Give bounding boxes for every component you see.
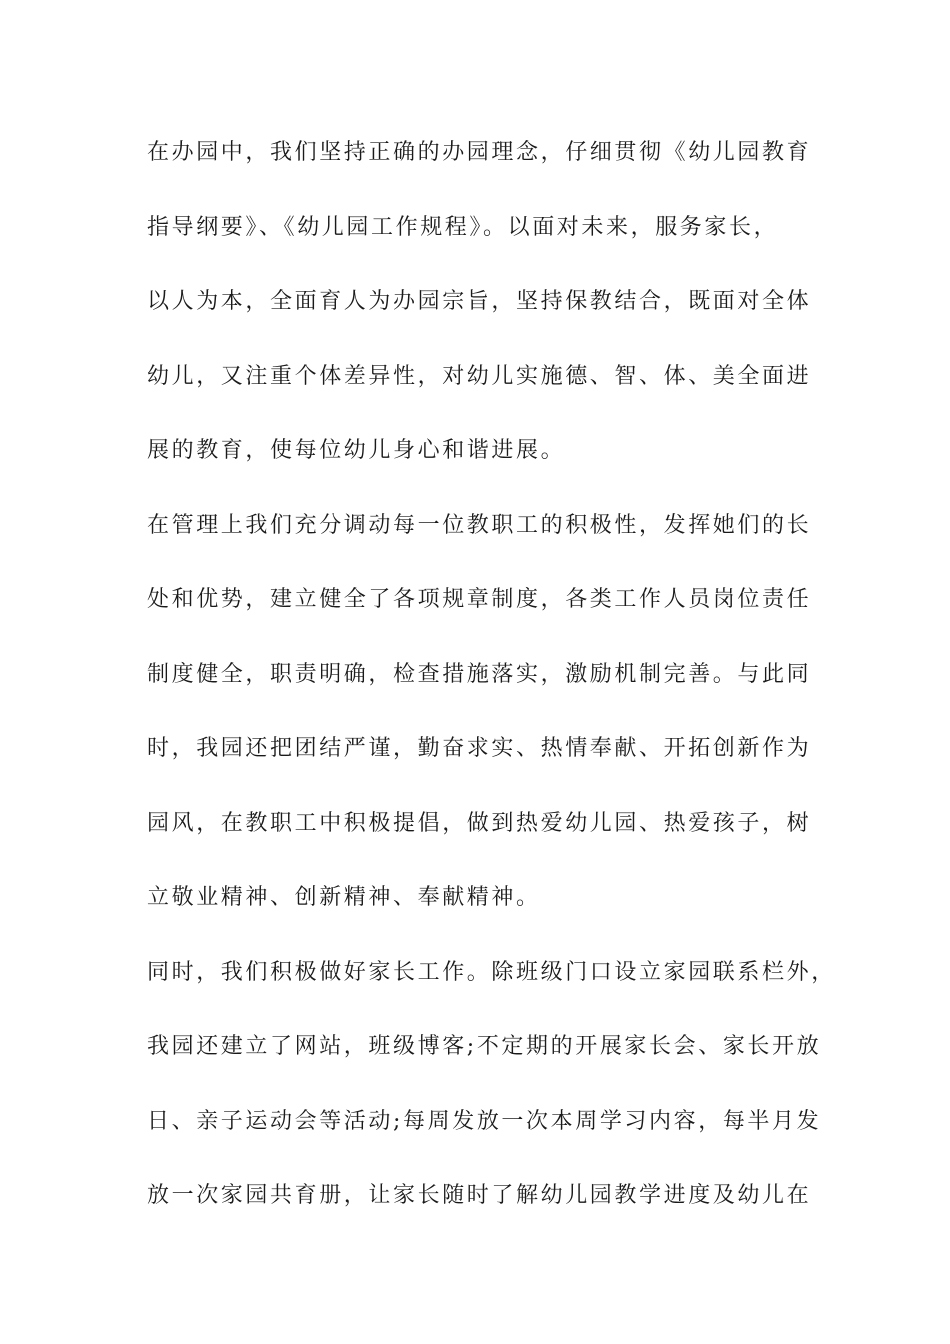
text-line: 在管理上我们充分调动每一位教职工的积极性，发挥她们的长 <box>147 512 812 538</box>
text-line: 以人为本，全面育人为办园宗旨，坚持保教结合，既面对全体 <box>147 289 812 314</box>
text-line: 在办园中，我们坚持正确的办园理念，仔细贯彻《幼儿园教育 <box>147 140 812 165</box>
text-line: 制度健全，职责明确，检查措施落实，激励机制完善。与此同 <box>147 661 812 687</box>
text-line: 处和优势，建立健全了各项规章制度，各类工作人员岗位责任 <box>147 587 812 612</box>
text-line: 指导纲要》、《幼儿园工作规程》。以面对未来，服务家长， <box>147 214 779 240</box>
text-line: 放一次家园共育册，让家长随时了解幼儿园教学进度及幼儿在 <box>147 1183 812 1208</box>
text-line: 立敬业精神、创新精神、奉献精神。 <box>147 885 541 910</box>
text-line: 时，我园还把团结严谨，勤奋求实、热情奉献、开拓创新作为 <box>147 736 812 761</box>
text-line: 展的教育，使每位幼儿身心和谐进展。 <box>147 438 566 463</box>
document-body <box>147 128 836 1246</box>
text-line: 幼儿，又注重个体差异性，对幼儿实施德、智、体、美全面进 <box>147 363 812 389</box>
text-line: 我园还建立了网站，班级博客;不定期的开展家长会、家长开放 <box>147 1034 822 1059</box>
text-line: 同时，我们积极做好家长工作。除班级门口设立家园联系栏外， <box>147 959 836 985</box>
text-line: 日、亲子运动会等活动;每周发放一次本周学习内容，每半月发 <box>147 1108 822 1134</box>
text-line: 园风，在教职工中积极提倡，做到热爱幼儿园、热爱孩子，树 <box>147 810 812 836</box>
